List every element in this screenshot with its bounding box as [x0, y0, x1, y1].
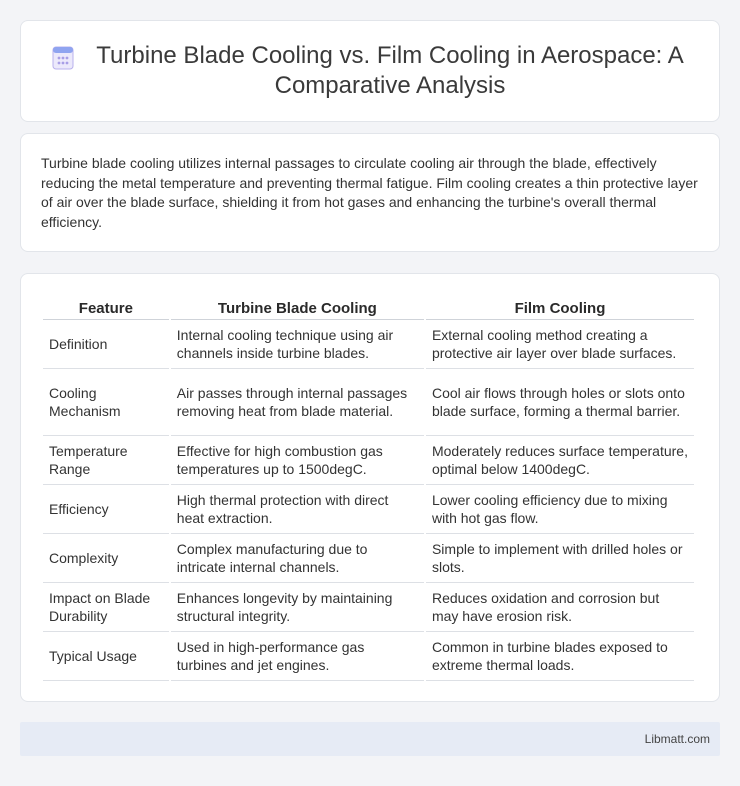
footer: [20, 722, 720, 756]
document-icon: [50, 45, 76, 71]
film-cooling-cell: Lower cooling efficiency due to mixing with hot gas flow.: [426, 485, 694, 534]
table-row: [43, 436, 694, 485]
turbine-blade-cooling-cell: Complex manufacturing due to intricate internal channels.: [171, 534, 424, 583]
table-row: [43, 369, 694, 436]
turbine-blade-cooling-cell: Internal cooling technique using air channels inside turbine blades.: [171, 320, 424, 369]
feature-cell: Complexity: [43, 534, 169, 583]
turbine-blade-cooling-cell: Effective for high combustion gas temperatures up to 1500degC.: [171, 436, 424, 485]
intro-card: [20, 133, 720, 252]
film-cooling-cell: Simple to implement with drilled holes or slots.: [426, 534, 694, 583]
table-row: [43, 320, 694, 369]
footer-brand-link[interactable]: Libmatt.com: [644, 732, 710, 746]
feature-cell: Cooling Mechanism: [43, 369, 169, 436]
table-row: [43, 534, 694, 583]
turbine-blade-cooling-cell: High thermal protection with direct heat extraction.: [171, 485, 424, 534]
film-cooling-cell: Common in turbine blades exposed to extreme thermal loads.: [426, 632, 694, 681]
table-row: [43, 485, 694, 534]
feature-cell: Typical Usage: [43, 632, 169, 681]
comparison-table: [41, 294, 696, 681]
turbine-blade-cooling-cell: Air passes through internal passages removing heat from blade material.: [171, 369, 424, 436]
feature-cell: Efficiency: [43, 485, 169, 534]
feature-cell: Impact on Blade Durability: [43, 583, 169, 632]
film-cooling-cell: External cooling method creating a protective air layer over blade surfaces.: [426, 320, 694, 369]
page-title: Turbine Blade Cooling vs. Film Cooling in Aerospace: A Comparative Analysis: [96, 42, 684, 99]
column-header-turbine-blade-cooling: Turbine Blade Cooling: [171, 294, 424, 320]
column-header-film-cooling: Film Cooling: [426, 294, 694, 320]
turbine-blade-cooling-cell: Enhances longevity by maintaining structural integrity.: [171, 583, 424, 632]
header-card: [20, 20, 720, 122]
film-cooling-cell: Reduces oxidation and corrosion but may have erosion risk.: [426, 583, 694, 632]
film-cooling-cell: Moderately reduces surface temperature, optimal below 1400degC.: [426, 436, 694, 485]
intro-text: Turbine blade cooling utilizes internal passages to circulate cooling air through the blade, effectively reducing the metal temperature and preventing thermal fatigue. Film cooling creates a thin protective layer of air over the blade surface, shielding it from hot gases and enhancing the turbine's overall thermal efficiency.: [41, 155, 698, 230]
feature-cell: Definition: [43, 320, 169, 369]
feature-cell: Temperature Range: [43, 436, 169, 485]
table-row: [43, 632, 694, 681]
header: [50, 41, 690, 101]
turbine-blade-cooling-cell: Used in high-performance gas turbines and jet engines.: [171, 632, 424, 681]
table-row: [43, 583, 694, 632]
column-header-feature: Feature: [43, 294, 169, 320]
film-cooling-cell: Cool air flows through holes or slots onto blade surface, forming a thermal barrier.: [426, 369, 694, 436]
table-header-row: [43, 294, 694, 320]
comparison-table-card: [20, 273, 720, 702]
